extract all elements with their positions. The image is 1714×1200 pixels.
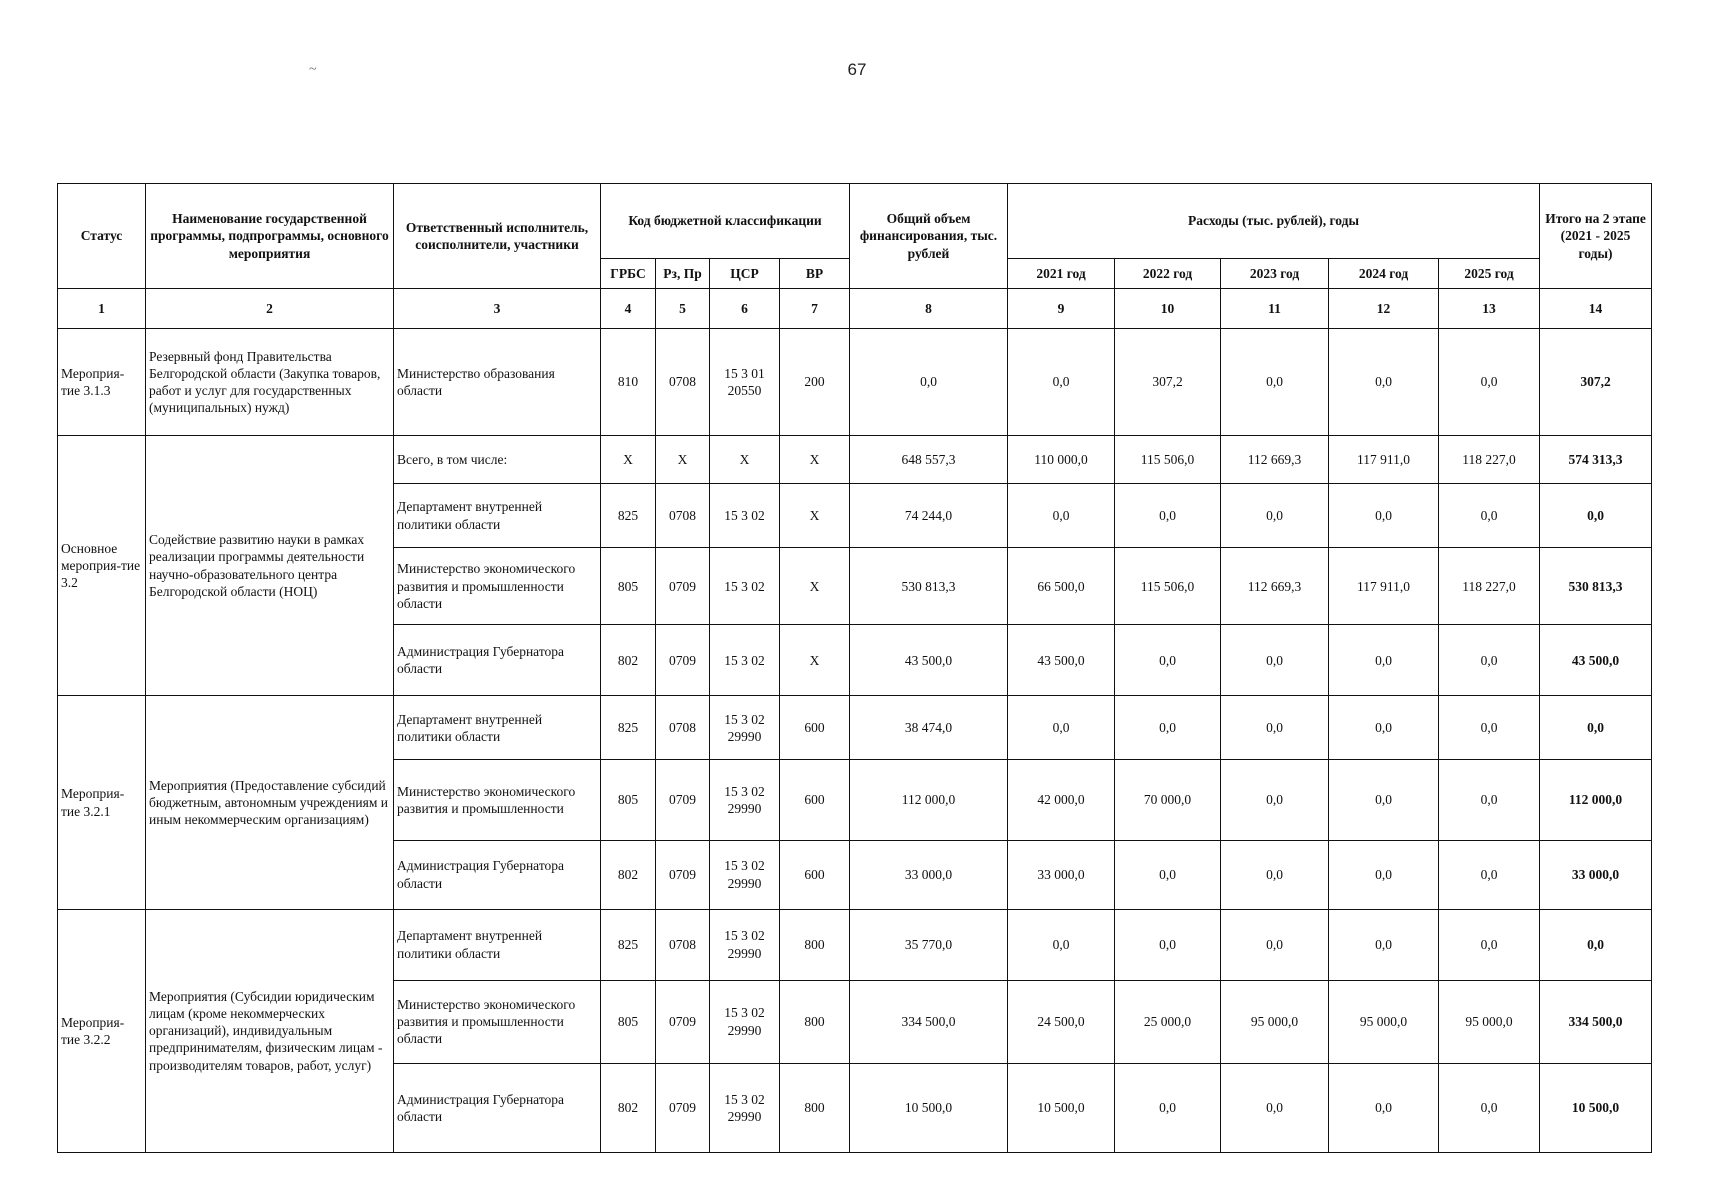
total-cell: 648 557,3 xyxy=(850,436,1008,484)
year-2022-cell: 0,0 xyxy=(1115,840,1221,909)
year-2023-cell: 0,0 xyxy=(1221,696,1329,760)
total-cell: 33 000,0 xyxy=(850,840,1008,909)
executor-cell: Департамент внутренней политики области xyxy=(394,909,601,980)
table-row xyxy=(58,329,1652,436)
stage-total-cell: 0,0 xyxy=(1540,909,1652,980)
csr-cell: 15 3 02 29990 xyxy=(710,840,780,909)
year-2025-cell: 0,0 xyxy=(1439,1063,1540,1152)
rzpr-cell: 0708 xyxy=(656,329,710,436)
year-2022-cell: 0,0 xyxy=(1115,696,1221,760)
year-2024-cell: 0,0 xyxy=(1329,1063,1439,1152)
year-2023-cell: 0,0 xyxy=(1221,484,1329,548)
rzpr-cell: 0709 xyxy=(656,840,710,909)
year-2022-cell: 70 000,0 xyxy=(1115,760,1221,840)
year-2024-cell: 95 000,0 xyxy=(1329,980,1439,1063)
grbs-cell: 805 xyxy=(601,760,656,840)
column-number: 2 xyxy=(146,289,394,329)
year-2021-cell: 110 000,0 xyxy=(1008,436,1115,484)
year-2021-cell: 0,0 xyxy=(1008,909,1115,980)
year-2024-cell: 0,0 xyxy=(1329,840,1439,909)
grbs-cell: 810 xyxy=(601,329,656,436)
header-year-2022: 2022 год xyxy=(1115,259,1221,289)
table-row xyxy=(58,909,1652,980)
year-2021-cell: 0,0 xyxy=(1008,484,1115,548)
year-2023-cell: 95 000,0 xyxy=(1221,980,1329,1063)
total-cell: 35 770,0 xyxy=(850,909,1008,980)
year-2021-cell: 33 000,0 xyxy=(1008,840,1115,909)
rzpr-cell: 0708 xyxy=(656,909,710,980)
year-2025-cell: 0,0 xyxy=(1439,625,1540,696)
total-cell: 334 500,0 xyxy=(850,980,1008,1063)
stage-total-cell: 530 813,3 xyxy=(1540,548,1652,625)
header-year-2025: 2025 год xyxy=(1439,259,1540,289)
year-2022-cell: 115 506,0 xyxy=(1115,548,1221,625)
year-2023-cell: 0,0 xyxy=(1221,625,1329,696)
year-2022-cell: 115 506,0 xyxy=(1115,436,1221,484)
csr-cell: 15 3 02 29990 xyxy=(710,696,780,760)
column-number: 11 xyxy=(1221,289,1329,329)
year-2021-cell: 24 500,0 xyxy=(1008,980,1115,1063)
header-year-2021: 2021 год xyxy=(1008,259,1115,289)
rzpr-cell: 0709 xyxy=(656,760,710,840)
grbs-cell: 825 xyxy=(601,484,656,548)
year-2024-cell: 0,0 xyxy=(1329,484,1439,548)
csr-cell: Х xyxy=(710,436,780,484)
total-cell: 112 000,0 xyxy=(850,760,1008,840)
rzpr-cell: Х xyxy=(656,436,710,484)
total-cell: 10 500,0 xyxy=(850,1063,1008,1152)
rzpr-cell: 0709 xyxy=(656,625,710,696)
status-cell: Основное мероприя-тие 3.2 xyxy=(58,436,146,696)
vr-cell: 200 xyxy=(780,329,850,436)
year-2021-cell: 66 500,0 xyxy=(1008,548,1115,625)
vr-cell: 600 xyxy=(780,696,850,760)
year-2024-cell: 117 911,0 xyxy=(1329,436,1439,484)
grbs-cell: 825 xyxy=(601,909,656,980)
column-number: 9 xyxy=(1008,289,1115,329)
column-number: 8 xyxy=(850,289,1008,329)
status-cell: Мероприя-тие 3.1.3 xyxy=(58,329,146,436)
year-2024-cell: 0,0 xyxy=(1329,909,1439,980)
csr-cell: 15 3 02 xyxy=(710,625,780,696)
grbs-cell: 802 xyxy=(601,1063,656,1152)
vr-cell: 600 xyxy=(780,760,850,840)
csr-cell: 15 3 02 xyxy=(710,484,780,548)
executor-cell: Министерство экономического развития и промышленности области xyxy=(394,980,601,1063)
executor-cell: Администрация Губернатора области xyxy=(394,840,601,909)
year-2023-cell: 112 669,3 xyxy=(1221,436,1329,484)
year-2025-cell: 118 227,0 xyxy=(1439,548,1540,625)
year-2023-cell: 0,0 xyxy=(1221,909,1329,980)
budget-table xyxy=(57,183,1652,1153)
year-2025-cell: 0,0 xyxy=(1439,840,1540,909)
stage-total-cell: 33 000,0 xyxy=(1540,840,1652,909)
column-number: 10 xyxy=(1115,289,1221,329)
stage-total-cell: 334 500,0 xyxy=(1540,980,1652,1063)
header-status: Статус xyxy=(58,184,146,289)
rzpr-cell: 0709 xyxy=(656,548,710,625)
grbs-cell: 805 xyxy=(601,980,656,1063)
header-name: Наименование государственной программы, подпрограммы, основного мероприятия xyxy=(146,184,394,289)
page-number: 67 xyxy=(847,60,867,79)
year-2022-cell: 0,0 xyxy=(1115,1063,1221,1152)
header-year-2024: 2024 год xyxy=(1329,259,1439,289)
header-expenses: Расходы (тыс. рублей), годы xyxy=(1008,184,1540,259)
header-rzpr: Рз, Пр xyxy=(656,259,710,289)
year-2023-cell: 0,0 xyxy=(1221,329,1329,436)
rzpr-cell: 0709 xyxy=(656,980,710,1063)
program-name-cell: Резервный фонд Правительства Белгородской области (Закупка товаров, работ и услуг для государственных (муниципальных) нужд) xyxy=(146,329,394,436)
column-number: 6 xyxy=(710,289,780,329)
stage-total-cell: 10 500,0 xyxy=(1540,1063,1652,1152)
executor-cell: Министерство экономического развития и промышленности xyxy=(394,760,601,840)
year-2022-cell: 307,2 xyxy=(1115,329,1221,436)
column-number: 12 xyxy=(1329,289,1439,329)
grbs-cell: 825 xyxy=(601,696,656,760)
year-2024-cell: 0,0 xyxy=(1329,625,1439,696)
total-cell: 38 474,0 xyxy=(850,696,1008,760)
header-vr: ВР xyxy=(780,259,850,289)
vr-cell: Х xyxy=(780,548,850,625)
year-2022-cell: 25 000,0 xyxy=(1115,980,1221,1063)
year-2023-cell: 112 669,3 xyxy=(1221,548,1329,625)
header-stage-total: Итого на 2 этапе (2021 - 2025 годы) xyxy=(1540,184,1652,289)
csr-cell: 15 3 02 29990 xyxy=(710,760,780,840)
vr-cell: Х xyxy=(780,625,850,696)
header-total-volume: Общий объем финансирования, тыс. рублей xyxy=(850,184,1008,289)
scan-mark: ~ xyxy=(309,62,317,77)
year-2022-cell: 0,0 xyxy=(1115,909,1221,980)
year-2024-cell: 0,0 xyxy=(1329,760,1439,840)
vr-cell: 800 xyxy=(780,1063,850,1152)
vr-cell: Х xyxy=(780,484,850,548)
year-2024-cell: 117 911,0 xyxy=(1329,548,1439,625)
header-year-2023: 2023 год xyxy=(1221,259,1329,289)
stage-total-cell: 307,2 xyxy=(1540,329,1652,436)
stage-total-cell: 0,0 xyxy=(1540,484,1652,548)
year-2024-cell: 0,0 xyxy=(1329,329,1439,436)
year-2021-cell: 42 000,0 xyxy=(1008,760,1115,840)
status-cell: Мероприя-тие 3.2.2 xyxy=(58,909,146,1152)
stage-total-cell: 574 313,3 xyxy=(1540,436,1652,484)
total-cell: 74 244,0 xyxy=(850,484,1008,548)
year-2025-cell: 0,0 xyxy=(1439,484,1540,548)
stage-total-cell: 112 000,0 xyxy=(1540,760,1652,840)
year-2021-cell: 10 500,0 xyxy=(1008,1063,1115,1152)
grbs-cell: 805 xyxy=(601,548,656,625)
program-name-cell: Мероприятия (Предоставление субсидий бюджетным, автономным учреждениям и иным некоммерческим организациям) xyxy=(146,696,394,909)
vr-cell: 600 xyxy=(780,840,850,909)
vr-cell: Х xyxy=(780,436,850,484)
year-2025-cell: 118 227,0 xyxy=(1439,436,1540,484)
executor-cell: Департамент внутренней политики области xyxy=(394,696,601,760)
year-2021-cell: 0,0 xyxy=(1008,696,1115,760)
vr-cell: 800 xyxy=(780,909,850,980)
year-2025-cell: 95 000,0 xyxy=(1439,980,1540,1063)
year-2021-cell: 43 500,0 xyxy=(1008,625,1115,696)
table-row xyxy=(58,436,1652,484)
csr-cell: 15 3 02 xyxy=(710,548,780,625)
grbs-cell: 802 xyxy=(601,840,656,909)
year-2023-cell: 0,0 xyxy=(1221,1063,1329,1152)
total-cell: 530 813,3 xyxy=(850,548,1008,625)
year-2024-cell: 0,0 xyxy=(1329,696,1439,760)
status-cell: Мероприя-тие 3.2.1 xyxy=(58,696,146,909)
year-2023-cell: 0,0 xyxy=(1221,760,1329,840)
program-name-cell: Содействие развитию науки в рамках реализации программы деятельности научно-образовательного центра Белгородской области (НОЦ) xyxy=(146,436,394,696)
total-cell: 43 500,0 xyxy=(850,625,1008,696)
executor-cell: Всего, в том числе: xyxy=(394,436,601,484)
column-number-row xyxy=(58,289,1652,329)
year-2025-cell: 0,0 xyxy=(1439,760,1540,840)
year-2025-cell: 0,0 xyxy=(1439,329,1540,436)
rzpr-cell: 0709 xyxy=(656,1063,710,1152)
column-number: 3 xyxy=(394,289,601,329)
column-number: 13 xyxy=(1439,289,1540,329)
executor-cell: Департамент внутренней политики области xyxy=(394,484,601,548)
year-2021-cell: 0,0 xyxy=(1008,329,1115,436)
grbs-cell: 802 xyxy=(601,625,656,696)
column-number: 7 xyxy=(780,289,850,329)
year-2023-cell: 0,0 xyxy=(1221,840,1329,909)
column-number: 5 xyxy=(656,289,710,329)
total-cell: 0,0 xyxy=(850,329,1008,436)
executor-cell: Администрация Губернатора области xyxy=(394,1063,601,1152)
header-executor: Ответственный исполнитель, соисполнители, участники xyxy=(394,184,601,289)
rzpr-cell: 0708 xyxy=(656,696,710,760)
year-2022-cell: 0,0 xyxy=(1115,484,1221,548)
column-number: 1 xyxy=(58,289,146,329)
executor-cell: Министерство образования области xyxy=(394,329,601,436)
year-2022-cell: 0,0 xyxy=(1115,625,1221,696)
csr-cell: 15 3 02 29990 xyxy=(710,980,780,1063)
year-2025-cell: 0,0 xyxy=(1439,909,1540,980)
header-grbs: ГРБС xyxy=(601,259,656,289)
column-number: 14 xyxy=(1540,289,1652,329)
csr-cell: 15 3 02 29990 xyxy=(710,909,780,980)
executor-cell: Министерство экономического развития и промышленности области xyxy=(394,548,601,625)
csr-cell: 15 3 01 20550 xyxy=(710,329,780,436)
table-row xyxy=(58,696,1652,760)
header-row xyxy=(58,184,1652,259)
executor-cell: Администрация Губернатора области xyxy=(394,625,601,696)
vr-cell: 800 xyxy=(780,980,850,1063)
grbs-cell: Х xyxy=(601,436,656,484)
csr-cell: 15 3 02 29990 xyxy=(710,1063,780,1152)
year-2025-cell: 0,0 xyxy=(1439,696,1540,760)
program-name-cell: Мероприятия (Субсидии юридическим лицам (кроме некоммерческих организаций), индивидуальным предпринимателям, физическим лицам - производителям товаров, работ, услуг) xyxy=(146,909,394,1152)
header-csr: ЦСР xyxy=(710,259,780,289)
rzpr-cell: 0708 xyxy=(656,484,710,548)
column-number: 4 xyxy=(601,289,656,329)
stage-total-cell: 0,0 xyxy=(1540,696,1652,760)
stage-total-cell: 43 500,0 xyxy=(1540,625,1652,696)
header-budget-code: Код бюджетной классификации xyxy=(601,184,850,259)
